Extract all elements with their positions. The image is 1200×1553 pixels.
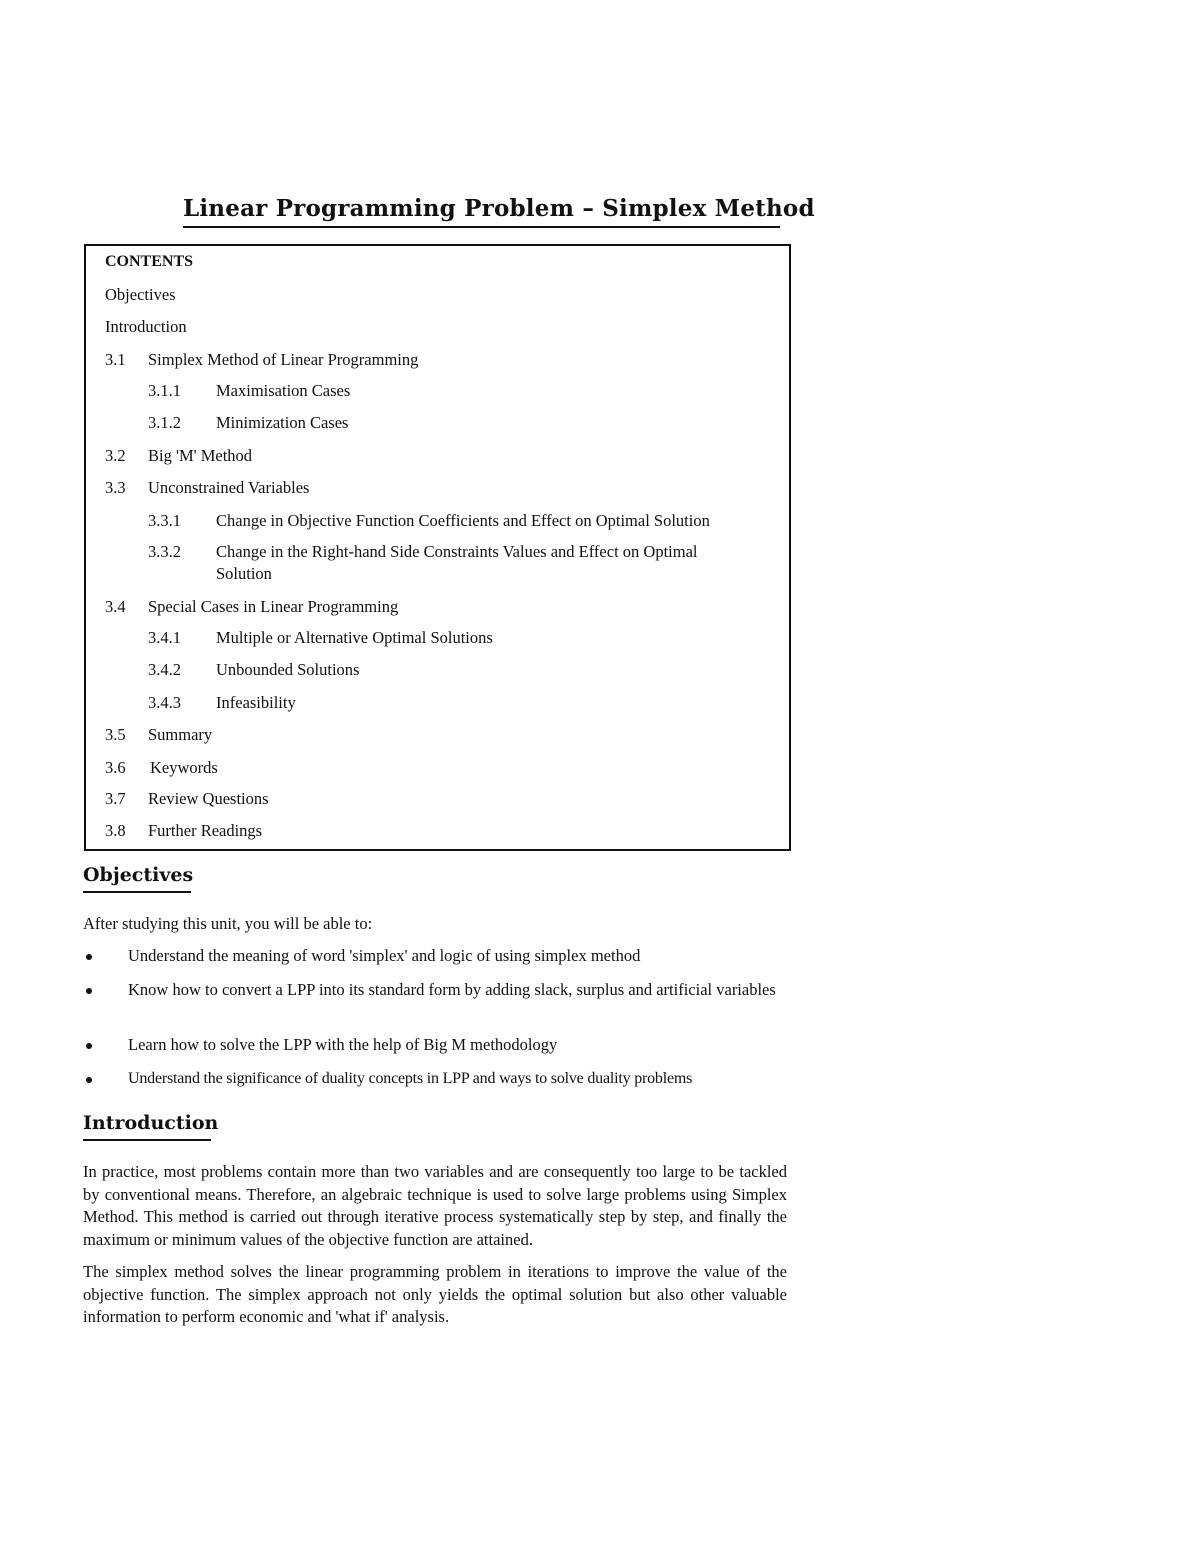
page-title: Linear Programming Problem – Simplex Method xyxy=(183,195,815,222)
objective-item: Understand the meaning of word 'simplex' and logic of using simplex method xyxy=(128,946,641,965)
objectives-intro: After studying this unit, you will be able to: xyxy=(83,914,373,933)
toc-entry: Unbounded Solutions xyxy=(216,660,360,679)
objectives-heading-underline xyxy=(83,891,191,893)
bullet-icon xyxy=(86,1077,92,1083)
objective-item: Know how to convert a LPP into its standard form by adding slack, surplus and artificial variables xyxy=(128,980,776,999)
toc-number: 3.3.2 xyxy=(148,542,181,561)
introduction-paragraph: The simplex method solves the linear programming problem in iterations to improve the value of the objective function. The simplex approach not only yields the optimal solution but also other valuable information to perform economic and 'what if' analysis. xyxy=(83,1262,787,1326)
toc-entry: Change in Objective Function Coefficients and Effect on Optimal Solution xyxy=(216,511,710,530)
toc-number: 3.8 xyxy=(105,821,126,840)
toc-entry: Unconstrained Variables xyxy=(148,478,310,497)
toc-entry: Multiple or Alternative Optimal Solutions xyxy=(216,628,493,647)
toc-number: 3.5 xyxy=(105,725,126,744)
toc-entry-introduction: Introduction xyxy=(105,317,187,336)
bullet-icon xyxy=(86,954,92,960)
toc-number: 3.6 xyxy=(105,758,126,777)
toc-number: 3.7 xyxy=(105,789,126,808)
objectives-heading: Objectives xyxy=(83,864,194,886)
objective-item: Learn how to solve the LPP with the help of Big M methodology xyxy=(128,1035,558,1054)
toc-entry: Minimization Cases xyxy=(216,413,349,432)
bullet-icon xyxy=(86,988,92,994)
toc-number: 3.4.2 xyxy=(148,660,181,679)
toc-entry: Summary xyxy=(148,725,213,744)
toc-entry: Special Cases in Linear Programming xyxy=(148,597,399,616)
toc-number: 3.1.2 xyxy=(148,413,181,432)
toc-number: 3.3.1 xyxy=(148,511,181,530)
toc-number: 3.4.1 xyxy=(148,628,181,647)
toc-entry: Review Questions xyxy=(148,789,269,808)
toc-entry-continuation: Solution xyxy=(216,564,272,583)
toc-number: 3.4.3 xyxy=(148,693,181,712)
introduction-heading: Introduction xyxy=(83,1112,219,1134)
toc-number: 3.2 xyxy=(105,446,126,465)
toc-number: 3.3 xyxy=(105,478,126,497)
toc-number: 3.1 xyxy=(105,350,126,369)
objective-item: Understand the significance of duality concepts in LPP and ways to solve duality problems xyxy=(128,1070,693,1087)
toc-entry: Keywords xyxy=(150,758,218,777)
toc-entry: Further Readings xyxy=(148,821,263,840)
toc-entry-objectives: Objectives xyxy=(105,285,176,304)
introduction-paragraph: In practice, most problems contain more than two variables and are consequently too large to be tackled by conventional means. Therefore, an algebraic technique is used to solve large problems using Simplex Method. This method is carried out through iterative process systematically step by step, and finally the maximum or minimum values of the objective function are attained. xyxy=(83,1162,787,1249)
toc-number: 3.4 xyxy=(105,597,126,616)
toc-entry: Change in the Right-hand Side Constraints Values and Effect on Optimal xyxy=(216,542,698,561)
toc-entry: Simplex Method of Linear Programming xyxy=(148,350,419,369)
contents-heading: CONTENTS xyxy=(105,253,194,270)
title-underline xyxy=(183,226,780,228)
toc-number: 3.1.1 xyxy=(148,381,181,400)
bullet-icon xyxy=(86,1043,92,1049)
toc-entry: Infeasibility xyxy=(216,693,296,712)
toc-entry: Maximisation Cases xyxy=(216,381,351,400)
introduction-heading-underline xyxy=(83,1139,211,1141)
toc-entry: Big 'M' Method xyxy=(148,446,253,465)
